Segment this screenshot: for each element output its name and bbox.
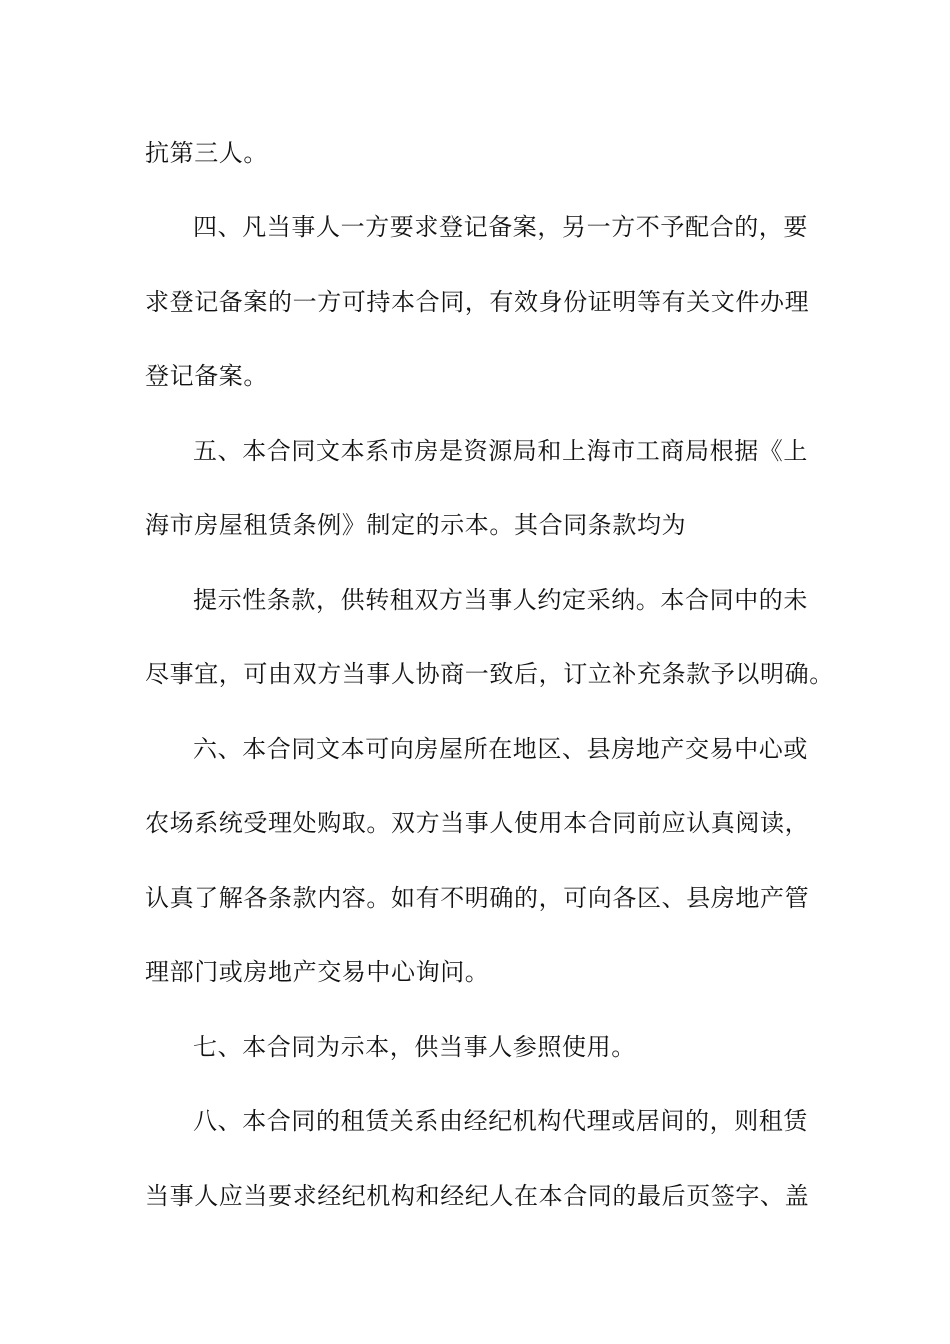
text-line: 求登记备案的一方可持本合同，有效身份证明等有关文件办理 [145, 288, 810, 316]
paragraph-7-line: 七、本合同为示本，供当事人参照使用。 [193, 1033, 636, 1061]
text-line: 理部门或房地产交易中心询问。 [145, 958, 490, 986]
text-line: 尽事宜，可由双方当事人协商一致后，订立补充条款予以明确。 [145, 660, 834, 688]
text-line: 抗第三人。 [145, 139, 268, 167]
text-line: 提示性条款，供转租双方当事人约定采纳。本合同中的未 [193, 586, 808, 614]
text-line: 当事人应当要求经纪机构和经纪人在本合同的最后页签字、盖 [145, 1182, 810, 1210]
text-line: 农场系统受理处购取。双方当事人使用本合同前应认真阅读， [145, 809, 810, 837]
paragraph-4-line: 四、凡当事人一方要求登记备案，另一方不予配合的，要 [193, 213, 808, 241]
text-line: 认真了解各条款内容。如有不明确的，可向各区、县房地产管 [145, 884, 810, 912]
paragraph-6-line: 六、本合同文本可向房屋所在地区、县房地产交易中心或 [193, 735, 808, 763]
text-line: 登记备案。 [145, 362, 268, 390]
paragraph-5-line: 五、本合同文本系市房是资源局和上海市工商局根据《上 [193, 437, 808, 465]
text-line: 海市房屋租赁条例》制定的示本。其合同条款均为 [145, 511, 687, 539]
paragraph-8-line: 八、本合同的租赁关系由经纪机构代理或居间的，则租赁 [193, 1107, 808, 1135]
